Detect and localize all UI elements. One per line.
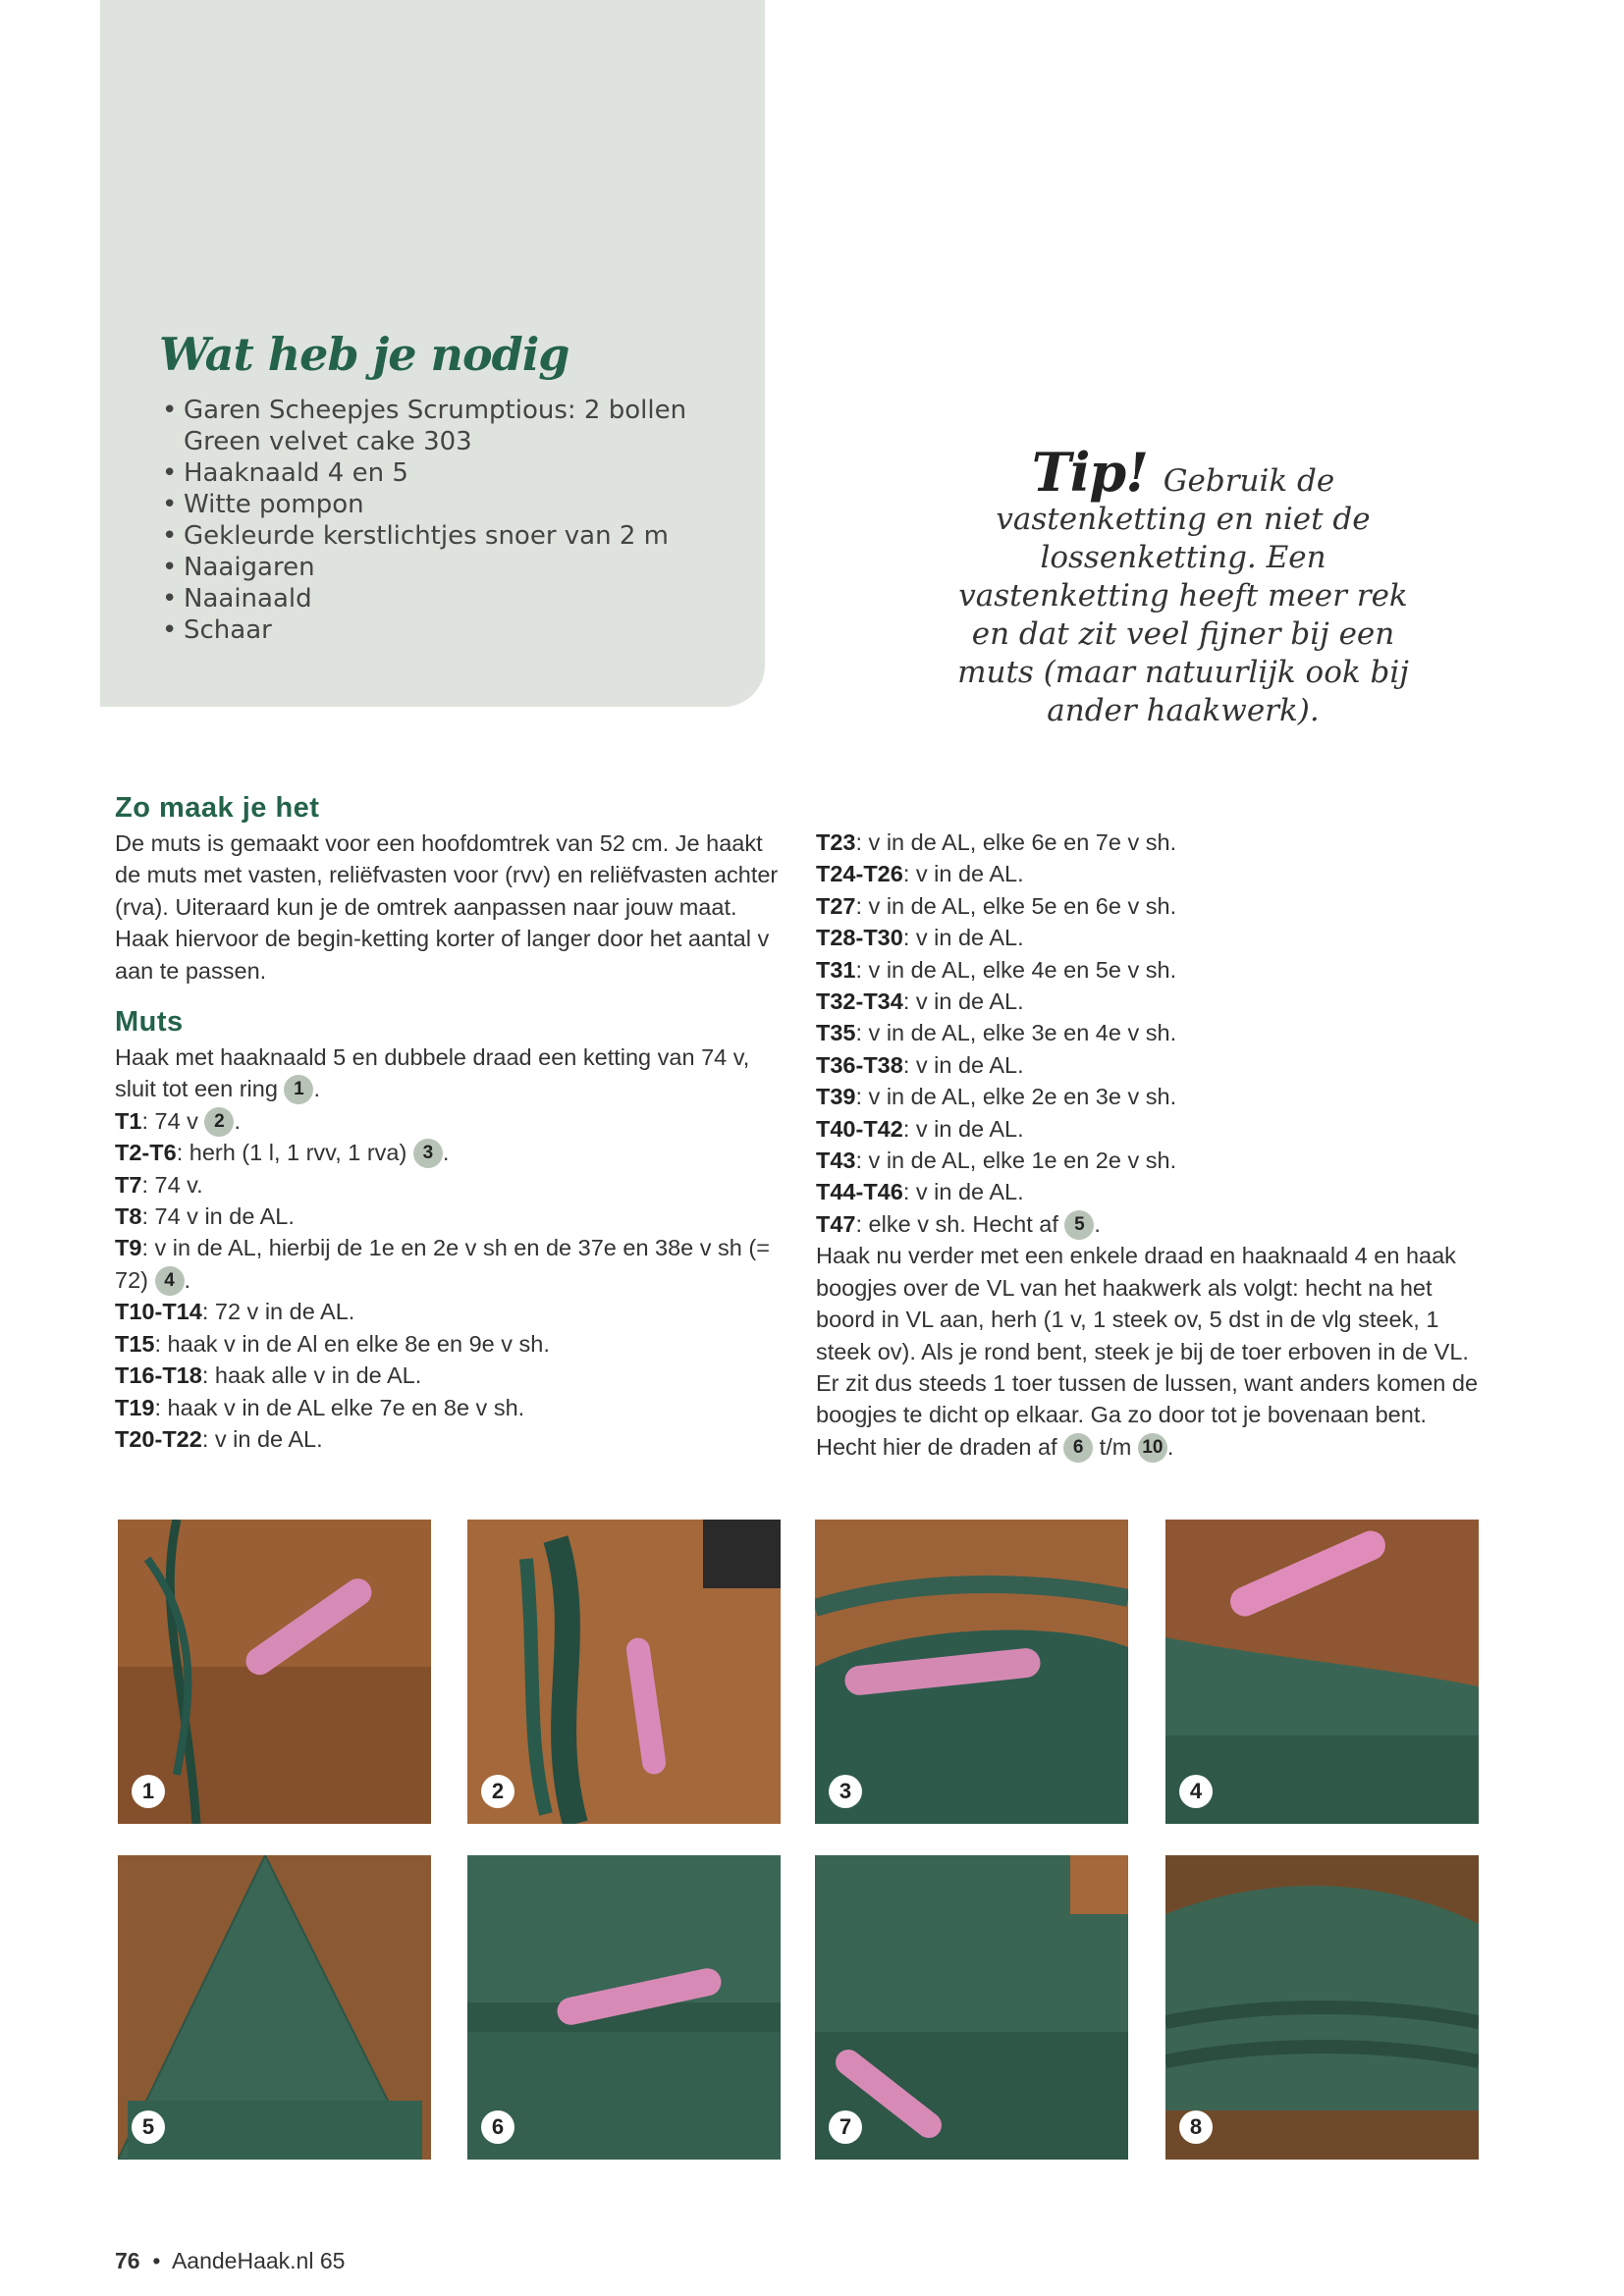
pattern-row xyxy=(816,954,1484,986)
step-photo xyxy=(118,1520,431,1824)
row-label: T2-T6 xyxy=(115,1140,177,1166)
row-text: : v in de AL, elke 6e en 7e v sh. xyxy=(855,829,1177,855)
step-photo xyxy=(467,1520,781,1824)
row-text: : v in de AL. xyxy=(902,925,1024,951)
tip-text: Gebruik de vastenketting en niet de lossenketting. Een vastenketting heeft meer rek en dat zit veel fijner bij een muts (maar natuurlijk ook bij ander haakwerk). xyxy=(957,463,1409,728)
pattern-row xyxy=(816,858,1484,889)
row-label: T15 xyxy=(115,1330,155,1357)
step-badge: 1 xyxy=(284,1075,313,1104)
photo-illustration xyxy=(118,1855,431,2160)
tip-box xyxy=(957,441,1409,730)
row-text: : 72 v in de AL. xyxy=(201,1299,355,1325)
materials-item: • Haaknaald 4 en 5 xyxy=(162,457,712,489)
tip-label: Tip! xyxy=(1031,441,1148,504)
page-footer xyxy=(115,2248,345,2274)
pattern-row xyxy=(816,986,1484,1017)
row-text: : 74 v. xyxy=(141,1171,203,1198)
photo-illustration xyxy=(467,1855,781,2160)
row-label: T19 xyxy=(115,1394,155,1420)
step-badge: 5 xyxy=(1064,1210,1094,1240)
magazine-name: AandeHaak.nl 65 xyxy=(171,2248,346,2273)
muts-start: Haak met haaknaald 5 en dubbele draad een ketting van 74 v, sluit tot een ring 1 . xyxy=(115,1041,783,1105)
pattern-row xyxy=(115,1296,783,1327)
row-text: : v in de AL, elke 3e en 4e v sh. xyxy=(855,1020,1177,1046)
row-text: : elke v sh. Hecht af xyxy=(855,1210,1058,1237)
photo-illustration xyxy=(815,1520,1128,1824)
muts-finish-text: Haak nu verder met een enkele draad en haaknaald 4 en haak boogjes over de VL van het haakwerk als volgt: hecht na het boord in VL aan, herh (1 v, 1 steek ov, 5 dst in de vlg steek, 1 steek ov). Als je rond bent, steek je bij de toer erboven in de VL. Er zit dus steeds 1 toer tussen de lussen, want anders komen de boogjes te dicht op elkaar. Ga zo door tot je bovenaan bent. Hecht hier de draden af xyxy=(816,1243,1479,1460)
row-label: T39 xyxy=(816,1084,856,1110)
row-label: T35 xyxy=(816,1020,856,1046)
photo-number: 2 xyxy=(481,1775,514,1808)
photo-number: 3 xyxy=(829,1775,862,1808)
row-label: T28-T30 xyxy=(816,925,903,951)
row-text: : haak v in de Al en elke 8e en 9e v sh. xyxy=(154,1330,550,1357)
photo-number: 7 xyxy=(829,2110,862,2144)
pattern-row xyxy=(115,1169,783,1201)
step-photo xyxy=(118,1855,431,2160)
row-label: T43 xyxy=(816,1148,856,1174)
row-label: T7 xyxy=(115,1171,142,1198)
materials-item: • Naaigaren xyxy=(162,552,712,583)
photo-illustration xyxy=(118,1520,431,1824)
pattern-row xyxy=(816,1176,1484,1207)
row-text: : haak v in de AL elke 7e en 8e v sh. xyxy=(154,1394,525,1420)
materials-item: • Naainaald xyxy=(162,583,712,614)
row-text: : haak alle v in de AL. xyxy=(201,1362,422,1389)
photo-number: 4 xyxy=(1179,1775,1213,1808)
step-photo xyxy=(1165,1520,1479,1824)
materials-item: • Witte pompon xyxy=(162,489,712,520)
row-text: : v in de AL. xyxy=(902,1051,1024,1078)
row-text: : v in de AL. xyxy=(902,1179,1024,1205)
step-photo xyxy=(1165,1855,1479,2160)
row-label: T9 xyxy=(115,1235,142,1261)
step-photo xyxy=(815,1520,1128,1824)
pattern-row xyxy=(115,1360,783,1391)
row-label: T32-T34 xyxy=(816,988,903,1015)
finish-mid-text: t/m xyxy=(1099,1433,1132,1460)
pattern-row: T2-T6: herh (1 l, 1 rvv, 1 rva) 3 . xyxy=(115,1137,783,1168)
row-label: T1 xyxy=(115,1107,142,1134)
pattern-row xyxy=(816,1113,1484,1145)
row-label: T44-T46 xyxy=(816,1179,903,1205)
how-title: Zo maak je het xyxy=(115,792,320,824)
step-badge: 6 xyxy=(1063,1433,1093,1463)
row-text: : v in de AL, elke 1e en 2e v sh. xyxy=(855,1148,1177,1174)
row-label: T16-T18 xyxy=(115,1362,202,1389)
row-text: : 74 v in de AL. xyxy=(141,1203,295,1230)
muts-start-text: Haak met haaknaald 5 en dubbele draad een ketting van 74 v, sluit tot een ring xyxy=(115,1044,750,1102)
row-text: : v in de AL. xyxy=(902,861,1024,887)
pattern-row: T1: 74 v 2 . xyxy=(115,1105,783,1137)
row-text: : v in de AL. xyxy=(201,1425,323,1452)
row-text: : herh (1 l, 1 rvv, 1 rva) xyxy=(176,1140,407,1166)
pattern-row xyxy=(816,1145,1484,1176)
photo-illustration xyxy=(1165,1520,1479,1824)
pattern-row xyxy=(115,1423,783,1455)
pattern-row xyxy=(816,922,1484,953)
row-label: T36-T38 xyxy=(816,1051,903,1078)
instructions-left-column xyxy=(115,790,783,1455)
materials-item: • Gekleurde kerstlichtjes snoer van 2 m xyxy=(162,520,712,552)
pattern-row xyxy=(816,1049,1484,1081)
step-photo xyxy=(815,1855,1128,2160)
page-number: 76 xyxy=(115,2248,140,2273)
photo-illustration xyxy=(1165,1855,1479,2160)
row-label: T8 xyxy=(115,1203,142,1230)
materials-list xyxy=(162,395,712,646)
row-label: T27 xyxy=(816,892,856,919)
row-label: T23 xyxy=(816,829,856,855)
step-badge: 4 xyxy=(155,1266,185,1296)
pattern-row: T9: v in de AL, hierbij de 1e en 2e v sh en de 37e en 38e v sh (= 72) 4 . xyxy=(115,1232,783,1296)
row-text: : v in de AL. xyxy=(902,1115,1024,1142)
row-label: T40-T42 xyxy=(816,1115,903,1142)
photo-illustration xyxy=(815,1855,1128,2160)
step-badge: 3 xyxy=(413,1139,443,1168)
pattern-row xyxy=(115,1328,783,1360)
row-label: T31 xyxy=(816,956,856,983)
pattern-row xyxy=(816,827,1484,858)
row-text: : v in de AL, hierbij de 1e en 2e v sh en de 37e en 38e v sh (= 72) xyxy=(115,1235,770,1293)
materials-item: • Schaar xyxy=(162,614,712,646)
pattern-row xyxy=(816,1017,1484,1048)
row-text: : v in de AL. xyxy=(902,988,1024,1015)
pattern-row: T47: elke v sh. Hecht af 5 . xyxy=(816,1208,1484,1240)
materials-title: Wat heb je nodig xyxy=(159,328,569,381)
photo-number: 1 xyxy=(132,1775,165,1808)
muts-title: Muts xyxy=(115,1006,184,1039)
footer-separator: • xyxy=(152,2248,161,2273)
row-label: T10-T14 xyxy=(115,1299,202,1325)
step-badge: 10 xyxy=(1138,1433,1167,1463)
instructions-right-column xyxy=(816,827,1484,1463)
row-label: T47 xyxy=(816,1210,856,1237)
pattern-row xyxy=(115,1392,783,1423)
step-photo xyxy=(467,1855,781,2160)
photo-number: 8 xyxy=(1179,2110,1213,2144)
materials-item: • Garen Scheepjes Scrumptious: 2 bollen Green velvet cake 303 xyxy=(162,395,712,457)
row-label: T24-T26 xyxy=(816,861,903,887)
photo-number: 5 xyxy=(132,2110,165,2144)
how-intro: De muts is gemaakt voor een hoofdomtrek van 52 cm. Je haakt de muts met vasten, reliëfvasten voor (rvv) en reliëfvasten achter (rva). Uiteraard kun je de omtrek aanpassen naar jouw maat. Haak hiervoor de begin-ketting korter of langer door het aantal v aan te passen. xyxy=(115,830,779,984)
row-text: : v in de AL, elke 4e en 5e v sh. xyxy=(855,956,1177,983)
step-badge: 2 xyxy=(204,1107,234,1137)
pattern-row xyxy=(115,1201,783,1232)
photo-number: 6 xyxy=(481,2110,514,2144)
pattern-row xyxy=(816,1081,1484,1112)
row-text: : 74 v xyxy=(141,1107,198,1134)
pattern-row xyxy=(816,890,1484,922)
muts-finish: Haak nu verder met een enkele draad en haaknaald 4 en haak boogjes over de VL van het haakwerk als volgt: hecht na het boord in VL aan, herh (1 v, 1 steek ov, 5 dst in de vlg steek, 1 steek ov). Als je rond bent, steek je bij de toer erboven in de VL. Er zit dus steeds 1 toer tussen de lussen, want anders komen de boogjes te dicht op elkaar. Ga zo door tot je bovenaan bent. Hecht hier de draden af 6 t/m 10 . xyxy=(816,1240,1484,1463)
photo-illustration xyxy=(467,1520,781,1824)
row-text: : v in de AL, elke 2e en 3e v sh. xyxy=(855,1084,1177,1110)
row-text: : v in de AL, elke 5e en 6e v sh. xyxy=(855,892,1177,919)
row-label: T20-T22 xyxy=(115,1425,202,1452)
